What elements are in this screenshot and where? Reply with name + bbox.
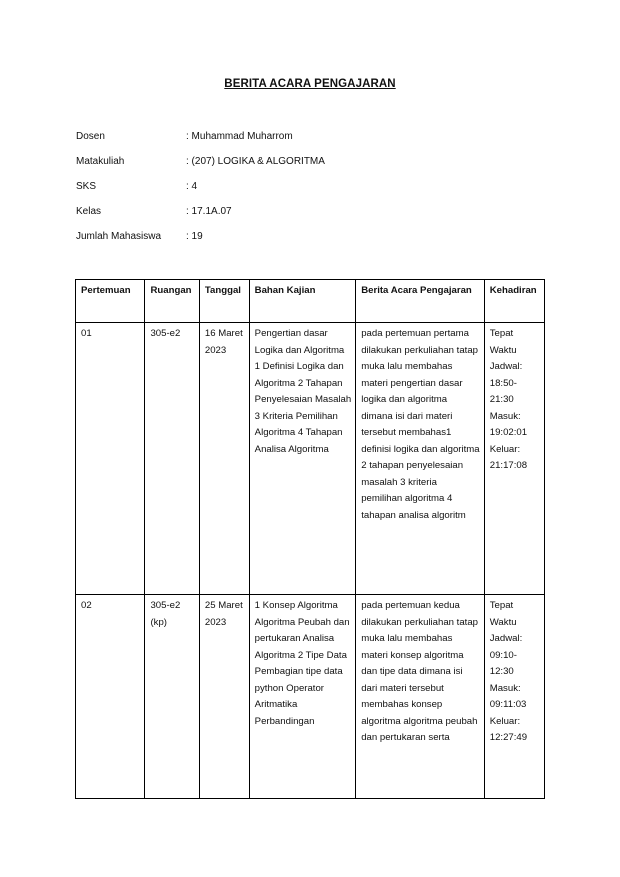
info-label: Jumlah Mahasiswa	[76, 231, 162, 242]
cell-tanggal: 25 Maret 2023	[199, 595, 249, 799]
kehadiran-line: 18:50-	[489, 377, 517, 389]
header-berita-acara: Berita Acara Pengajaran	[356, 280, 485, 323]
header-kehadiran: Kehadiran	[484, 280, 544, 323]
info-row-kelas	[76, 206, 536, 231]
kehadiran-line: Waktu	[489, 344, 517, 356]
info-value: : Muhammad Muharrom	[186, 131, 293, 142]
header-ruangan: Ruangan	[145, 280, 199, 323]
header-pertemuan: Pertemuan	[76, 280, 145, 323]
course-info	[76, 131, 536, 256]
kehadiran-line: Tepat	[489, 328, 514, 339]
info-value: : (207) LOGIKA & ALGORITMA	[186, 156, 325, 167]
info-row-matakuliah	[76, 156, 536, 181]
info-label: SKS	[76, 181, 97, 192]
cell-bahan-kajian: 1 Konsep Algoritma Algoritma Peubah dan pertukaran Analisa Algoritma 2 Tipe Data Pembagian tipe data python Operator Aritmatika Perbandingan	[249, 595, 356, 799]
kehadiran-line: Tepat	[489, 600, 514, 611]
cell-pertemuan: 02	[76, 595, 145, 799]
kehadiran-line: 21:30	[489, 394, 514, 405]
teaching-record-table	[75, 279, 545, 799]
info-label: Kelas	[76, 206, 102, 217]
table-row	[76, 595, 545, 799]
kehadiran-line: 09:10-	[489, 649, 517, 661]
info-label: Matakuliah	[76, 156, 125, 167]
cell-ruangan: 305-e2 (kp)	[145, 595, 199, 799]
kehadiran-line: 12:30	[489, 666, 514, 677]
kehadiran-line: Keluar:	[489, 443, 521, 455]
kehadiran-line: 21:17:08	[489, 460, 528, 471]
kehadiran-line: Masuk:	[489, 682, 521, 694]
info-row-sks	[76, 181, 536, 206]
cell-bahan-kajian: Pengertian dasar Logika dan Algoritma 1 Definisi Logika dan Algoritma 2 Tahapan Penyelesaian Masalah 3 Kriteria Pemilihan Algoritma 4 Tahapan Analisa Algoritma	[249, 323, 356, 595]
info-value: : 17.1A.07	[186, 206, 232, 217]
info-label: Dosen	[76, 131, 105, 142]
kehadiran-line: Jadwal:	[489, 361, 523, 372]
cell-berita-acara: pada pertemuan kedua dilakukan perkuliahan tatap muka lalu membahas materi konsep algoritma dan tipe data dimana isi dari materi tersebut membahas konsep algoritma algoritma peubah dan pertukaran serta	[356, 595, 485, 799]
cell-berita-acara: pada pertemuan pertama dilakukan perkuliahan tatap muka lalu membahas materi pengertian dasar logika dan algoritma dimana isi dari materi tersebut membahas1 definisi logika dan algoritma 2 tahapan penyelesaian masalah 3 kriteria pemilihan algoritma 4 tahapan analisa algoritm	[356, 323, 485, 595]
cell-ruangan: 305-e2	[145, 323, 199, 595]
kehadiran-line: Waktu	[489, 616, 517, 628]
cell-pertemuan: 01	[76, 323, 145, 595]
table-header-row	[76, 280, 545, 323]
cell-tanggal: 16 Maret 2023	[199, 323, 249, 595]
info-row-jumlah-mahasiswa	[76, 231, 536, 256]
info-value: : 19	[186, 231, 203, 242]
kehadiran-line: 19:02:01	[489, 427, 528, 438]
header-bahan-kajian: Bahan Kajian	[249, 280, 356, 323]
kehadiran-line: 09:11:03	[489, 699, 527, 710]
header-tanggal: Tanggal	[199, 280, 249, 323]
kehadiran-line: Jadwal:	[489, 633, 523, 644]
cell-kehadiran	[484, 323, 544, 595]
document-title: BERITA ACARA PENGAJARAN	[224, 78, 396, 90]
cell-kehadiran	[484, 595, 544, 799]
kehadiran-line: Masuk:	[489, 410, 521, 422]
kehadiran-line: Keluar:	[489, 715, 521, 727]
table-row	[76, 323, 545, 595]
kehadiran-line: 12:27:49	[489, 732, 528, 743]
info-value: : 4	[186, 181, 198, 192]
info-row-dosen	[76, 131, 536, 156]
